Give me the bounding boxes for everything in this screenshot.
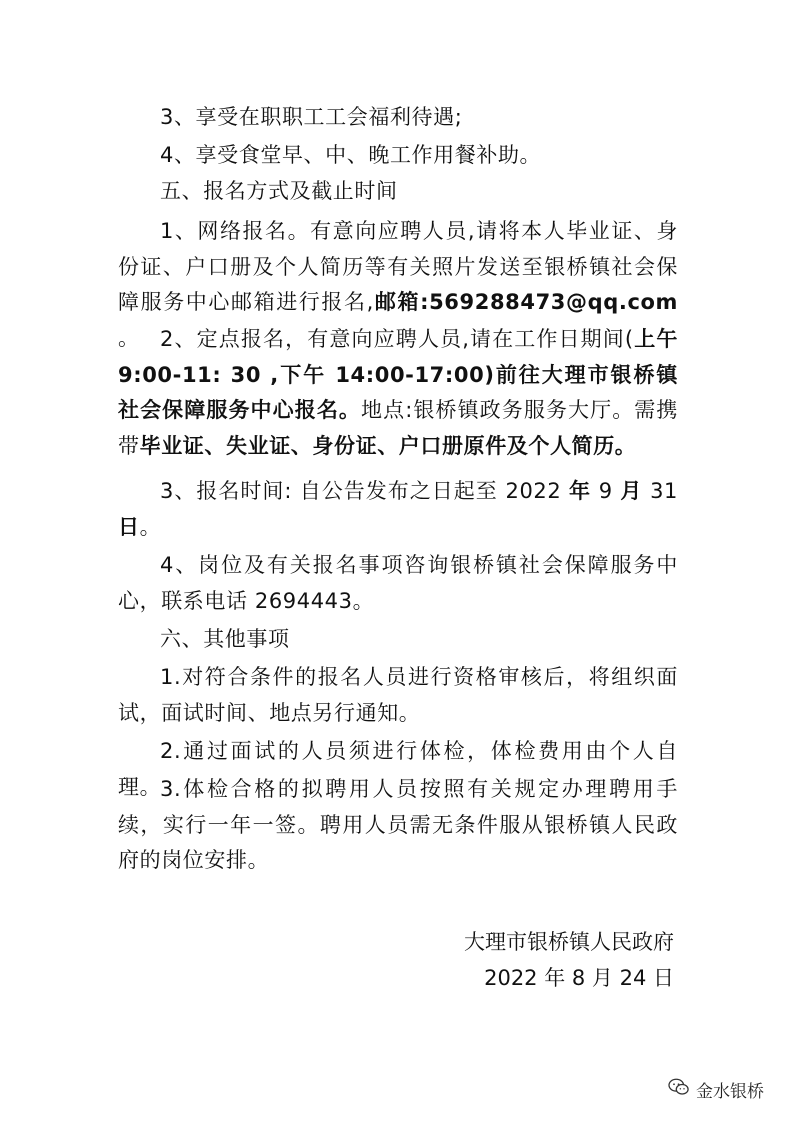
section-heading-5: 五、报名方式及截止时间 <box>160 179 398 203</box>
registration-onsite <box>118 322 678 464</box>
signature-date: 2022 年 8 月 24 日 <box>484 966 674 990</box>
benefit-item-3: 3、享受在职职工工会福利待遇; <box>160 105 463 129</box>
registration-onsite-location: 地点:银桥镇政务服务大厅。需携带 <box>118 398 679 458</box>
registration-online-text: 1、网络报名。有意向应聘人员,请将本人毕业证、身份证、户口册及个人简历等有关照片发送至银桥镇社会保障服务中心邮箱进行报名, <box>118 219 678 315</box>
watermark <box>668 1076 784 1102</box>
deadline-day: 31 <box>642 479 678 503</box>
benefit-item-4: 4、享受食堂早、中、晚工作用餐补助。 <box>160 143 542 167</box>
other-item-2: 2.通过面试的人员须进行体检，体检费用由个人自理。 <box>118 739 678 799</box>
registration-onsite-documents: 毕业证、失业证、身份证、户口册原件及个人简历。 <box>139 433 637 458</box>
registration-onsite-text: 2、定点报名，有意向应聘人员,请在工作日期间( <box>160 327 634 351</box>
registration-online-end: 。 <box>118 325 140 350</box>
other-item-3: 3.体检合格的拟聘用人员按照有关规定办理聘用手续，实行一年一签。聘用人员需无条件服从银桥镇人民政府的岗位安排。 <box>118 777 678 873</box>
deadline-day-unit: 日 <box>118 514 140 539</box>
registration-onsite-hours: 上午 9:00-11: 30 ,下午 14:00-17:00)前往大理市银桥镇社会保障服务中心报名。 <box>118 327 678 423</box>
registration-deadline <box>118 474 678 545</box>
deadline-text: 3、报名时间: 自公告发布之日起至 2022 <box>160 479 570 503</box>
deadline-month-unit: 月 <box>620 479 643 503</box>
inquiry-contact: 4、岗位及有关报名事项咨询银桥镇社会保障服务中心，联系电话 2694443。 <box>118 553 678 613</box>
other-item-1: 1.对符合条件的报名人员进行资格审核后，将组织面试，面试时间、地点另行通知。 <box>118 665 678 725</box>
wechat-icon <box>668 1077 690 1102</box>
section-heading-6: 六、其他事项 <box>160 627 290 651</box>
deadline-period: 。 <box>139 514 162 539</box>
deadline-year-unit: 年 <box>569 479 592 503</box>
watermark-text: 金水银桥 <box>696 1081 764 1102</box>
email-address: 邮箱:569288473@qq.com <box>373 290 678 315</box>
deadline-month: 9 <box>591 479 621 503</box>
signature-organization: 大理市银桥镇人民政府 <box>464 930 674 954</box>
